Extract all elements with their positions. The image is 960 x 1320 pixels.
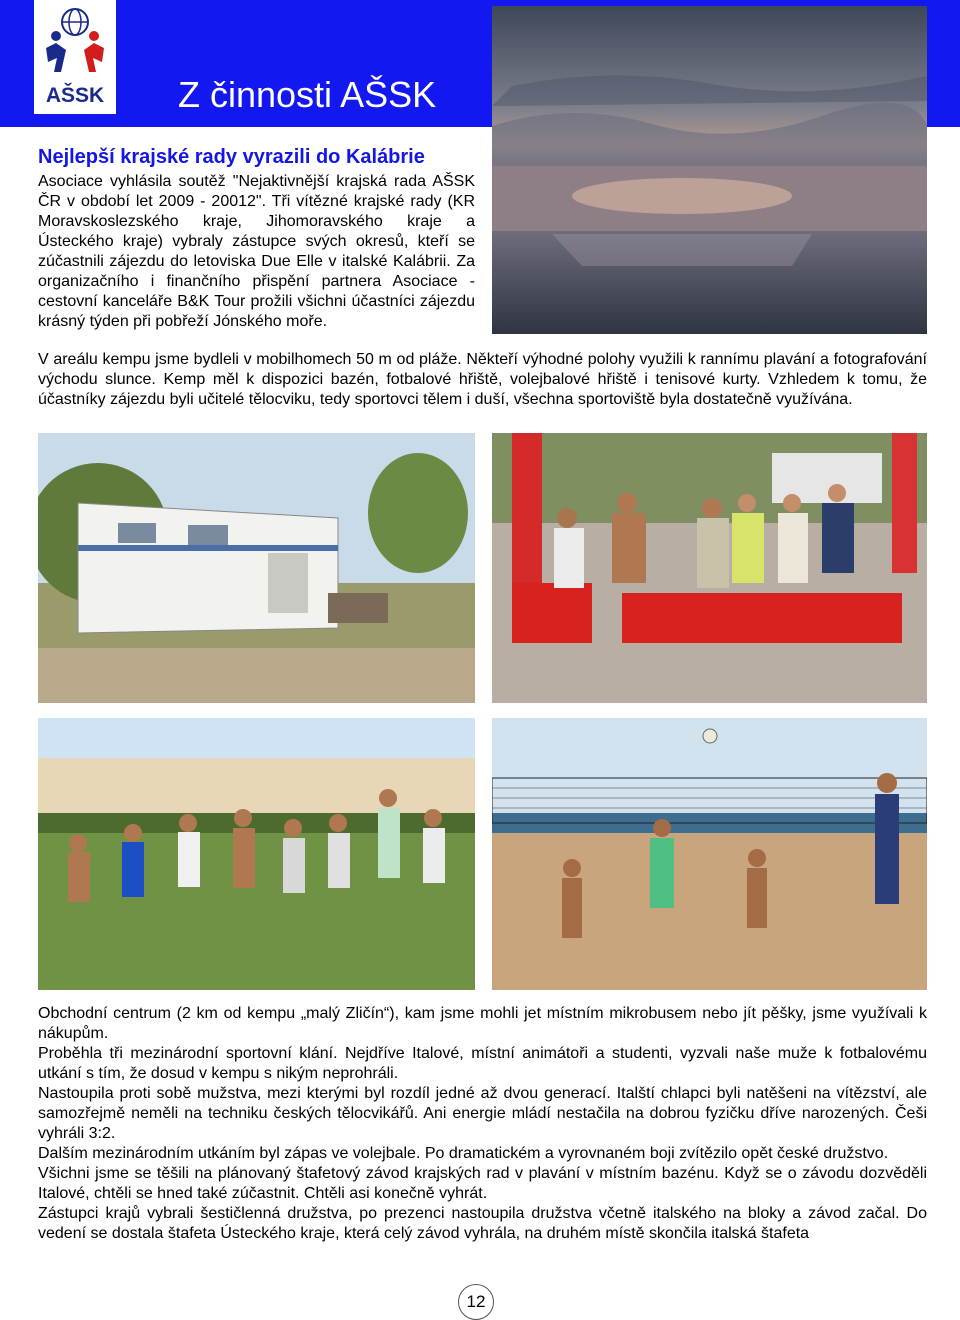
intro-paragraph: Asociace vyhlásila soutěž "Nejaktivnější krajská rada AŠSK ČR v období let 2009 - 20012". Tři vítězné krajské rady (KR Moravskoslezského kraje, Jihomoravského kraje a Ústeckého kraje) vybraly zástupce svých okresů, kteří se zúčastnili zájezdu do letoviska Due Elle v italské Kalábrii. Za organizačního i finančního přispění partnera Asociace - cestovní kanceláře B&K Tour prožili všichni účastníci zájezdu krásný týden při pobřeží Jónského moře.	[38, 173, 475, 330]
page-title: Z činnosti AŠSK	[178, 74, 437, 115]
assk-logo	[34, 0, 116, 114]
body-paragraphs	[38, 1004, 927, 1244]
paragraph-shopping: Obchodní centrum (2 km od kempu „malý Zličín“), kam jsme mohli jet místním mikrobusem nebo jít pěšky, jsme využívali k nákupům.	[38, 1005, 927, 1042]
volleyball-photo	[492, 718, 927, 990]
sunset-photo	[492, 6, 927, 334]
paragraph-relay: Zástupci krajů vybrali šestičlenná družstva, po prezenci nastoupila družstva včetně italského na bloky a závod začal. Do vedení se dostala štafeta Ústeckého kraje, která celý závod vyhrála, na druhém místě skončila italská štafeta	[38, 1205, 927, 1242]
logo-text: AŠSK	[45, 84, 105, 107]
logo-figures-icon	[34, 0, 116, 90]
mobile-home-photo	[38, 433, 475, 703]
camp-paragraph: V areálu kempu jsme bydleli v mobilhomech 50 m od pláže. Někteří výhodné polohy využili k rannímu plavání a fotografování východu slunce. Kemp měl k dispozici bazén, fotbalové hřiště, volejbalové hřiště i tenisové kurty. Vzhledem k tomu, že účastníky zájezdu byli učitelé tělocviku, tedy sportovci tělem i duší, všechna sportoviště byla dostatečně využívána.	[38, 351, 927, 408]
page-number: 12	[458, 1284, 494, 1320]
football-team-photo	[38, 718, 475, 990]
paragraph-football: Nastoupila proti sobě mužstva, mezi kterými byl rozdíl jedné až dvou generací. Italští chlapci byli natěšeni na vítězství, ale samozřejmě neměli na techniku českých tělocvikářů. Ani energie mládí nestačila na dobrou fyzičku dříve narozených. Češi vyhráli 3:2.	[38, 1085, 927, 1142]
paragraph-relay-intro: Všichni jsme se těšili na plánovaný štafetový závod krajských rad v plavání v místním bazénu. Když se o závodu dozvěděli Italové, chtěli se hned také zúčastnit. Chtěli asi konečně vyhrát.	[38, 1165, 927, 1202]
group-chairs-photo	[492, 433, 927, 703]
paragraph-competitions: Proběhla tři mezinárodní sportovní klání. Nejdříve Italové, místní animátoři a studenti, vyzvali naše muže k fotbalovému utkání s tím, že dosud v kempu s nikým neprohráli.	[38, 1045, 927, 1082]
paragraph-volleyball: Dalším mezinárodním utkáním byl zápas ve volejbale. Po dramatickém a vyrovnaném boji zvítězilo opět české družstvo.	[38, 1145, 889, 1162]
article-title: Nejlepší krajské rady vyrazili do Kalábrie	[38, 146, 425, 168]
